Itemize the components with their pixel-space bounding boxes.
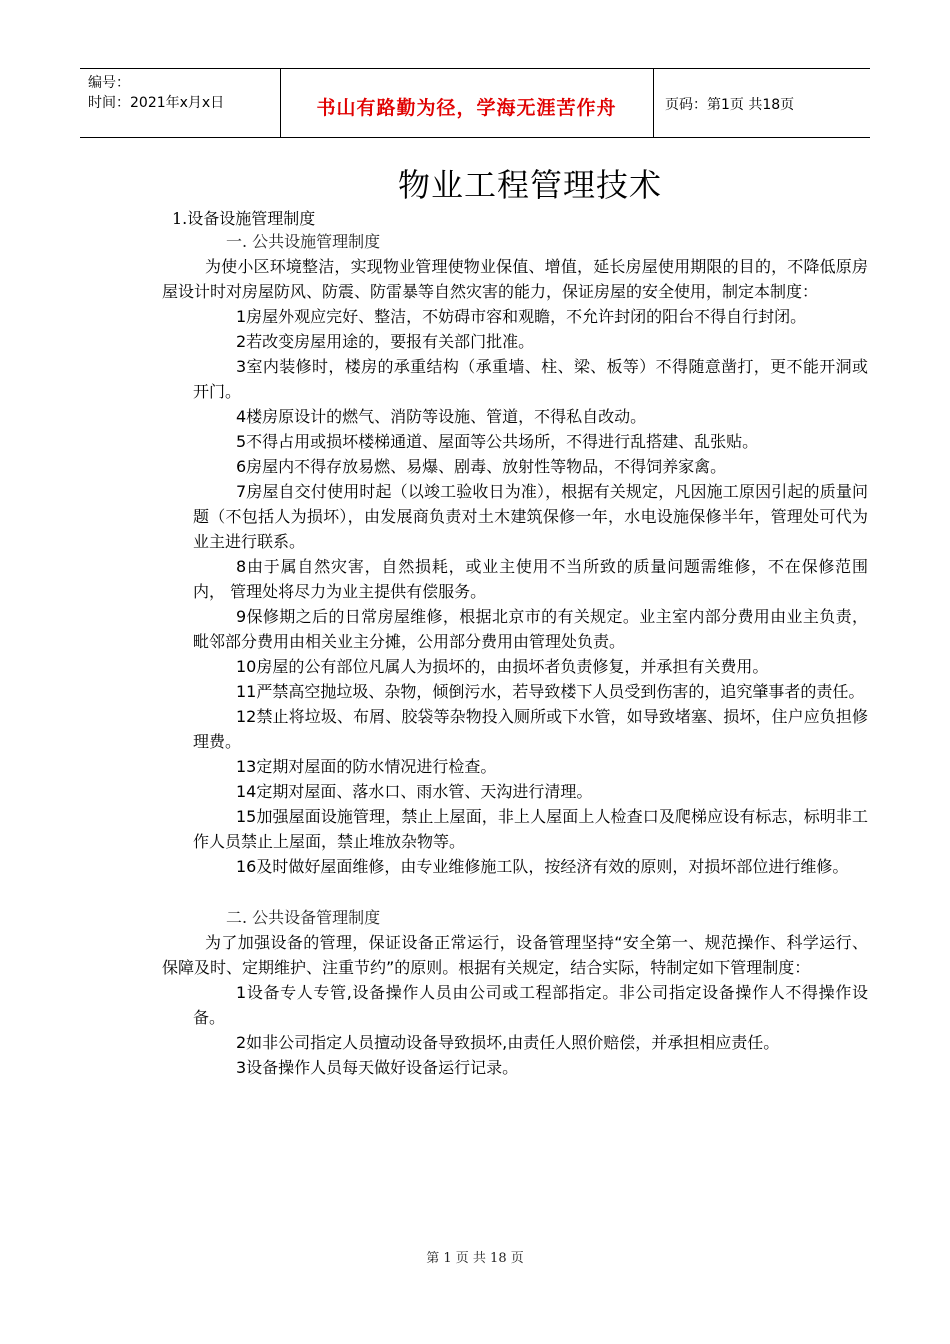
rule-item: 2如非公司指定人员擅动设备导致损坏,由责任人照价赔偿，并承担相应责任。	[236, 1033, 780, 1052]
rule-item: 6房屋内不得存放易燃、易爆、剧毒、放射性等物品，不得饲养家禽。	[236, 457, 727, 476]
document-time-label: 时间：2021年x月x日	[88, 95, 225, 111]
rule-item: 7房屋自交付使用时起（以竣工验收日为准），根据有关规定，凡因施工原因引起的质量问题（不包括人为损坏），由发展商负责对土木建筑保修一年，水电设施保修半年，管理处可代为业主进行联系。	[193, 482, 868, 551]
header-divider	[653, 69, 654, 137]
rule-item: 11严禁高空抛垃圾、杂物，倾倒污水，若导致楼下人员受到伤害的，追究肇事者的责任。	[236, 682, 865, 701]
document-number-label: 编号：	[88, 75, 130, 91]
subsection-heading: 一. 公共设施管理制度	[226, 232, 381, 251]
rule-item: 1设备专人专管,设备操作人员由公司或工程部指定。非公司指定设备操作人不得操作设备。	[193, 983, 868, 1027]
intro-paragraph: 为使小区环境整洁，实现物业管理使物业保值、增值，延长房屋使用期限的目的，不降低原房 屋设计时对房屋防风、防震、防雷暴等自然灾害的能力，保证房屋的安全使用，制定本制度：	[162, 257, 868, 301]
header-page-info: 页码：第1页 共18页	[665, 97, 795, 113]
rule-item: 13定期对屋面的防水情况进行检查。	[236, 757, 497, 776]
rule-item: 4楼房原设计的燃气、消防等设施、管道，不得私自改动。	[236, 407, 647, 426]
page-footer: 第 1 页 共 18 页	[426, 1251, 524, 1266]
rule-item: 9保修期之后的日常房屋维修，根据北京市的有关规定。业主室内部分费用由业主负责，毗邻部分费用由相关业主分摊，公用部分费用由管理处负责。	[193, 607, 868, 651]
rule-item: 10房屋的公有部位凡属人为损坏的，由损坏者负责修复，并承担有关费用。	[236, 657, 769, 676]
header-table	[80, 68, 870, 138]
section-heading: 1.设备设施管理制度	[172, 209, 316, 228]
document-body	[162, 208, 868, 1080]
rule-item: 3设备操作人员每天做好设备运行记录。	[236, 1058, 519, 1077]
header-motto: 书山有路勤为径，学海无涯苦作舟	[316, 97, 617, 119]
subsection-heading: 二. 公共设备管理制度	[226, 908, 381, 927]
rule-item: 12禁止将垃圾、布屑、胶袋等杂物投入厕所或下水管，如导致堵塞、损坏，住户应负担修理费。	[193, 707, 868, 751]
rule-item: 14定期对屋面、落水口、雨水管、天沟进行清理。	[236, 782, 593, 801]
spacer	[162, 879, 868, 906]
rule-item: 3室内装修时，楼房的承重结构（承重墙、柱、梁、板等）不得随意凿打，更不能开洞或开门。	[193, 357, 868, 401]
rule-item: 5不得占用或损坏楼梯通道、屋面等公共场所，不得进行乱搭建、乱张贴。	[236, 432, 759, 451]
rule-item: 16及时做好屋面维修，由专业维修施工队，按经济有效的原则，对损坏部位进行维修。	[236, 857, 849, 876]
rule-item: 8由于属自然灾害，自然损耗，或业主使用不当所致的质量问题需维修，不在保修范围内， 管理处将尽力为业主提供有偿服务。	[193, 557, 868, 601]
rule-item: 1房屋外观应完好、整洁，不妨碍市容和观瞻，不允许封闭的阳台不得自行封闭。	[236, 307, 807, 326]
rule-item: 2若改变房屋用途的，要报有关部门批准。	[236, 332, 535, 351]
header-meta	[88, 73, 224, 113]
intro-paragraph: 为了加强设备的管理，保证设备正常运行，设备管理坚持“安全第一、规范操作、科学运行、保障及时、定期维护、注重节约”的原则。根据有关规定，结合实际，特制定如下管理制度：	[162, 933, 868, 977]
rule-item: 15加强屋面设施管理，禁止上屋面，非上人屋面上人检查口及爬梯应设有标志，标明非工作人员禁止上屋面，禁止堆放杂物等。	[193, 807, 868, 851]
document-title: 物业工程管理技术	[397, 166, 662, 204]
